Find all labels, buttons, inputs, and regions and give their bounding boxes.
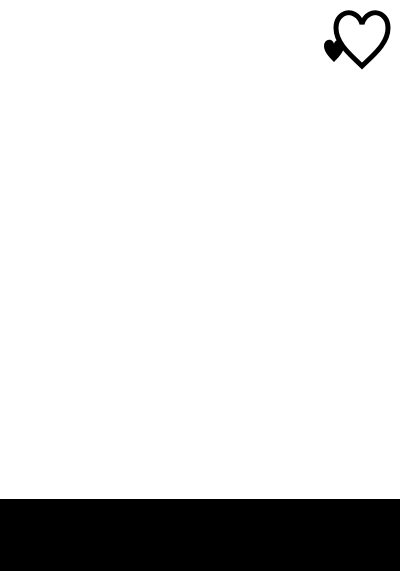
lower-paragraphs	[42, 252, 342, 362]
body-text	[42, 92, 342, 362]
lace-border	[0, 489, 400, 571]
upper-paragraphs	[42, 92, 342, 242]
hearts-icon	[322, 4, 392, 70]
